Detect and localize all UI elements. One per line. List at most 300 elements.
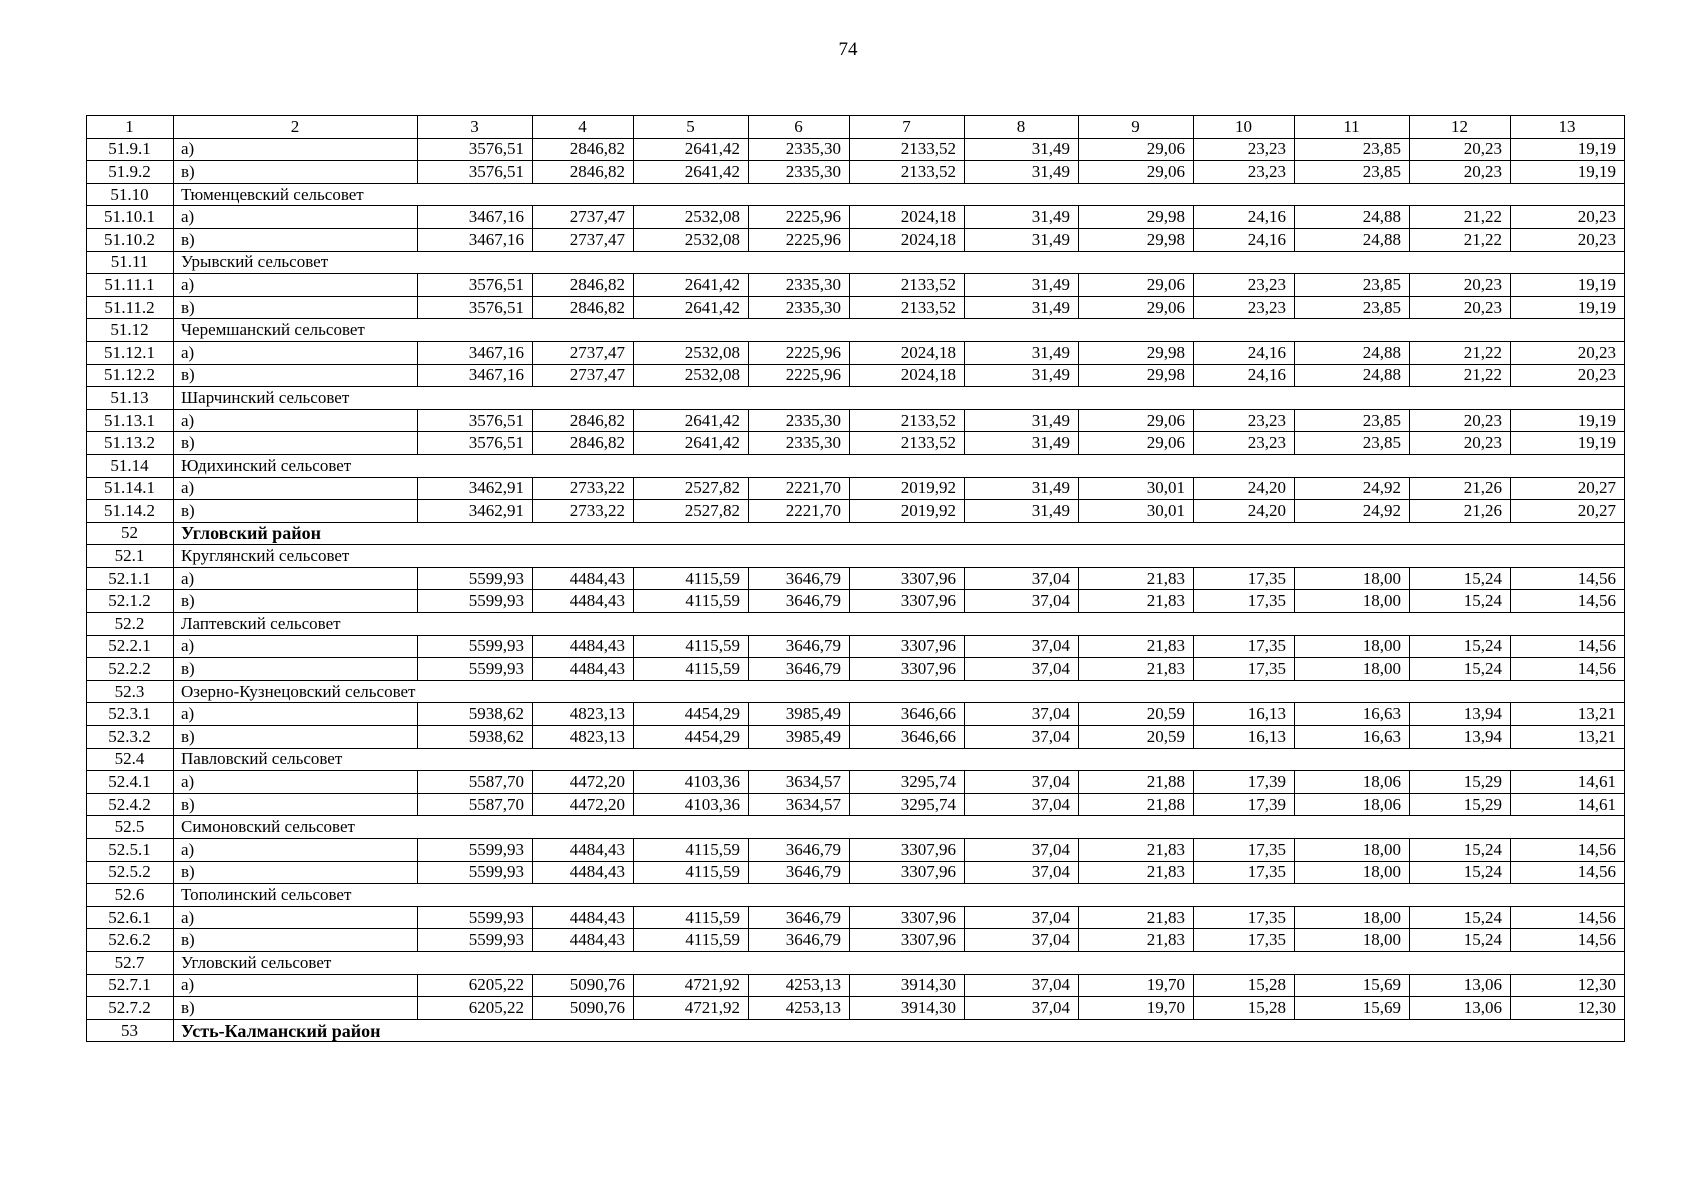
value-cell: 20,27 xyxy=(1511,477,1625,500)
value-cell: 3467,16 xyxy=(418,364,533,387)
value-cell: 21,26 xyxy=(1410,500,1511,523)
row-index-cell: 51.14.1 xyxy=(87,477,174,500)
value-cell: 5090,76 xyxy=(533,997,634,1020)
row-index-cell: 52.7 xyxy=(87,951,174,974)
value-cell: 14,56 xyxy=(1511,906,1625,929)
council-name: Тюменцевский сельсовет xyxy=(174,183,1625,206)
value-cell: 4115,59 xyxy=(634,658,749,681)
value-cell: 2641,42 xyxy=(634,432,749,455)
row-index-cell: 52.7.2 xyxy=(87,997,174,1020)
value-cell: 23,85 xyxy=(1295,296,1410,319)
value-cell: 20,23 xyxy=(1511,206,1625,229)
value-cell: 2225,96 xyxy=(749,341,850,364)
table-row xyxy=(87,929,1625,952)
value-cell: 4253,13 xyxy=(749,997,850,1020)
value-cell: 2335,30 xyxy=(749,409,850,432)
value-cell: 24,16 xyxy=(1194,341,1295,364)
value-cell: 2024,18 xyxy=(850,341,965,364)
value-cell: 3467,16 xyxy=(418,228,533,251)
value-cell: 24,88 xyxy=(1295,228,1410,251)
value-cell: 21,22 xyxy=(1410,364,1511,387)
row-label-cell: в) xyxy=(174,161,418,184)
value-cell: 2133,52 xyxy=(850,161,965,184)
row-index-cell: 51.11.1 xyxy=(87,274,174,297)
value-cell: 37,04 xyxy=(965,793,1079,816)
table-row xyxy=(87,590,1625,613)
value-cell: 3307,96 xyxy=(850,658,965,681)
table-row xyxy=(87,635,1625,658)
value-cell: 21,83 xyxy=(1079,929,1194,952)
value-cell: 20,59 xyxy=(1079,703,1194,726)
row-index-cell: 51.11.2 xyxy=(87,296,174,319)
value-cell: 21,22 xyxy=(1410,341,1511,364)
value-cell: 31,49 xyxy=(965,161,1079,184)
column-number-cell: 12 xyxy=(1410,116,1511,139)
row-index-cell: 52.3.1 xyxy=(87,703,174,726)
value-cell: 3576,51 xyxy=(418,161,533,184)
row-index-cell: 52.3.2 xyxy=(87,726,174,749)
value-cell: 2527,82 xyxy=(634,477,749,500)
row-index-cell: 52.5 xyxy=(87,816,174,839)
value-cell: 2221,70 xyxy=(749,500,850,523)
value-cell: 4484,43 xyxy=(533,906,634,929)
value-cell: 18,00 xyxy=(1295,635,1410,658)
value-cell: 13,21 xyxy=(1511,726,1625,749)
row-label-cell: в) xyxy=(174,658,418,681)
row-label-cell: а) xyxy=(174,341,418,364)
value-cell: 23,23 xyxy=(1194,296,1295,319)
table-row xyxy=(87,228,1625,251)
value-cell: 18,00 xyxy=(1295,929,1410,952)
value-cell: 4115,59 xyxy=(634,567,749,590)
table-row xyxy=(87,861,1625,884)
value-cell: 16,63 xyxy=(1295,726,1410,749)
table-row xyxy=(87,206,1625,229)
value-cell: 4484,43 xyxy=(533,839,634,862)
district-name: Угловский район xyxy=(174,522,1625,545)
value-cell: 17,35 xyxy=(1194,861,1295,884)
row-index-cell: 51.12 xyxy=(87,319,174,342)
value-cell: 19,19 xyxy=(1511,296,1625,319)
table-row xyxy=(87,341,1625,364)
value-cell: 23,23 xyxy=(1194,432,1295,455)
value-cell: 2641,42 xyxy=(634,274,749,297)
value-cell: 3462,91 xyxy=(418,477,533,500)
row-label-cell: а) xyxy=(174,635,418,658)
row-index-cell: 51.13.2 xyxy=(87,432,174,455)
column-number-cell: 2 xyxy=(174,116,418,139)
council-row xyxy=(87,680,1625,703)
value-cell: 2335,30 xyxy=(749,296,850,319)
value-cell: 29,06 xyxy=(1079,274,1194,297)
row-label-cell: а) xyxy=(174,703,418,726)
value-cell: 15,24 xyxy=(1410,658,1511,681)
value-cell: 20,23 xyxy=(1410,161,1511,184)
value-cell: 4472,20 xyxy=(533,793,634,816)
value-cell: 21,88 xyxy=(1079,771,1194,794)
row-index-cell: 51.12.2 xyxy=(87,364,174,387)
value-cell: 20,27 xyxy=(1511,500,1625,523)
row-label-cell: в) xyxy=(174,590,418,613)
value-cell: 4472,20 xyxy=(533,771,634,794)
value-cell: 3467,16 xyxy=(418,206,533,229)
value-cell: 37,04 xyxy=(965,974,1079,997)
value-cell: 31,49 xyxy=(965,432,1079,455)
value-cell: 4721,92 xyxy=(634,997,749,1020)
value-cell: 19,19 xyxy=(1511,432,1625,455)
row-label-cell: а) xyxy=(174,771,418,794)
value-cell: 5090,76 xyxy=(533,974,634,997)
value-cell: 15,24 xyxy=(1410,635,1511,658)
value-cell: 4103,36 xyxy=(634,771,749,794)
value-cell: 15,24 xyxy=(1410,906,1511,929)
value-cell: 14,61 xyxy=(1511,793,1625,816)
value-cell: 3462,91 xyxy=(418,500,533,523)
value-cell: 18,06 xyxy=(1295,793,1410,816)
value-cell: 24,88 xyxy=(1295,341,1410,364)
value-cell: 2641,42 xyxy=(634,138,749,161)
value-cell: 14,56 xyxy=(1511,861,1625,884)
value-cell: 4721,92 xyxy=(634,974,749,997)
row-index-cell: 51.10.1 xyxy=(87,206,174,229)
row-label-cell: а) xyxy=(174,206,418,229)
value-cell: 2335,30 xyxy=(749,138,850,161)
value-cell: 15,24 xyxy=(1410,861,1511,884)
value-cell: 3646,66 xyxy=(850,703,965,726)
value-cell: 21,83 xyxy=(1079,906,1194,929)
district-row xyxy=(87,522,1625,545)
value-cell: 19,19 xyxy=(1511,138,1625,161)
row-label-cell: в) xyxy=(174,997,418,1020)
row-label-cell: а) xyxy=(174,906,418,929)
value-cell: 5938,62 xyxy=(418,703,533,726)
row-index-cell: 51.13.1 xyxy=(87,409,174,432)
row-index-cell: 51.9.1 xyxy=(87,138,174,161)
value-cell: 3307,96 xyxy=(850,567,965,590)
value-cell: 3646,79 xyxy=(749,635,850,658)
value-cell: 14,56 xyxy=(1511,567,1625,590)
value-cell: 20,23 xyxy=(1410,296,1511,319)
value-cell: 37,04 xyxy=(965,771,1079,794)
council-name: Озерно-Кузнецовский сельсовет xyxy=(174,680,1625,703)
value-cell: 2225,96 xyxy=(749,228,850,251)
value-cell: 13,06 xyxy=(1410,997,1511,1020)
row-index-cell: 51.10.2 xyxy=(87,228,174,251)
value-cell: 5599,93 xyxy=(418,635,533,658)
value-cell: 31,49 xyxy=(965,138,1079,161)
value-cell: 21,22 xyxy=(1410,206,1511,229)
row-index-cell: 52.2 xyxy=(87,613,174,636)
row-label-cell: в) xyxy=(174,793,418,816)
value-cell: 3307,96 xyxy=(850,929,965,952)
value-cell: 31,49 xyxy=(965,500,1079,523)
value-cell: 21,26 xyxy=(1410,477,1511,500)
value-cell: 24,88 xyxy=(1295,364,1410,387)
value-cell: 2019,92 xyxy=(850,477,965,500)
value-cell: 37,04 xyxy=(965,590,1079,613)
row-index-cell: 51.13 xyxy=(87,387,174,410)
value-cell: 29,06 xyxy=(1079,409,1194,432)
value-cell: 18,00 xyxy=(1295,906,1410,929)
value-cell: 3914,30 xyxy=(850,997,965,1020)
row-index-cell: 52.3 xyxy=(87,680,174,703)
row-label-cell: а) xyxy=(174,974,418,997)
table-row xyxy=(87,138,1625,161)
column-number-row xyxy=(87,116,1625,139)
value-cell: 20,23 xyxy=(1511,228,1625,251)
value-cell: 4484,43 xyxy=(533,861,634,884)
table-body xyxy=(87,116,1625,1042)
value-cell: 30,01 xyxy=(1079,500,1194,523)
row-index-cell: 52.1.2 xyxy=(87,590,174,613)
value-cell: 2846,82 xyxy=(533,161,634,184)
row-label-cell: в) xyxy=(174,726,418,749)
value-cell: 17,35 xyxy=(1194,635,1295,658)
value-cell: 24,88 xyxy=(1295,206,1410,229)
table-row xyxy=(87,409,1625,432)
council-row xyxy=(87,748,1625,771)
council-name: Круглянский сельсовет xyxy=(174,545,1625,568)
council-row xyxy=(87,387,1625,410)
table-row xyxy=(87,296,1625,319)
value-cell: 16,13 xyxy=(1194,726,1295,749)
value-cell: 24,16 xyxy=(1194,206,1295,229)
value-cell: 4823,13 xyxy=(533,726,634,749)
value-cell: 18,00 xyxy=(1295,861,1410,884)
column-number-cell: 11 xyxy=(1295,116,1410,139)
value-cell: 15,24 xyxy=(1410,567,1511,590)
value-cell: 29,98 xyxy=(1079,206,1194,229)
value-cell: 4823,13 xyxy=(533,703,634,726)
value-cell: 3646,66 xyxy=(850,726,965,749)
value-cell: 3576,51 xyxy=(418,409,533,432)
value-cell: 31,49 xyxy=(965,296,1079,319)
value-cell: 31,49 xyxy=(965,341,1079,364)
row-label-cell: в) xyxy=(174,228,418,251)
value-cell: 12,30 xyxy=(1511,974,1625,997)
row-label-cell: в) xyxy=(174,929,418,952)
value-cell: 24,16 xyxy=(1194,364,1295,387)
column-number-cell: 1 xyxy=(87,116,174,139)
value-cell: 3307,96 xyxy=(850,839,965,862)
value-cell: 31,49 xyxy=(965,409,1079,432)
council-name: Черемшанский сельсовет xyxy=(174,319,1625,342)
value-cell: 31,49 xyxy=(965,274,1079,297)
page-number: 74 xyxy=(838,39,858,60)
table-row xyxy=(87,364,1625,387)
value-cell: 14,56 xyxy=(1511,590,1625,613)
value-cell: 29,98 xyxy=(1079,228,1194,251)
value-cell: 3646,79 xyxy=(749,839,850,862)
value-cell: 13,21 xyxy=(1511,703,1625,726)
value-cell: 19,19 xyxy=(1511,409,1625,432)
value-cell: 2641,42 xyxy=(634,409,749,432)
value-cell: 20,23 xyxy=(1511,364,1625,387)
value-cell: 3295,74 xyxy=(850,793,965,816)
table-row xyxy=(87,974,1625,997)
row-label-cell: а) xyxy=(174,839,418,862)
value-cell: 23,85 xyxy=(1295,161,1410,184)
value-cell: 20,23 xyxy=(1410,274,1511,297)
value-cell: 5599,93 xyxy=(418,839,533,862)
value-cell: 3307,96 xyxy=(850,906,965,929)
value-cell: 21,83 xyxy=(1079,590,1194,613)
value-cell: 30,01 xyxy=(1079,477,1194,500)
value-cell: 37,04 xyxy=(965,861,1079,884)
value-cell: 21,83 xyxy=(1079,839,1194,862)
row-index-cell: 52.5.2 xyxy=(87,861,174,884)
value-cell: 2733,22 xyxy=(533,500,634,523)
value-cell: 31,49 xyxy=(965,477,1079,500)
table-row xyxy=(87,477,1625,500)
value-cell: 4454,29 xyxy=(634,703,749,726)
value-cell: 23,85 xyxy=(1295,274,1410,297)
council-row xyxy=(87,545,1625,568)
row-index-cell: 52.6 xyxy=(87,884,174,907)
value-cell: 14,56 xyxy=(1511,635,1625,658)
value-cell: 2225,96 xyxy=(749,364,850,387)
value-cell: 3307,96 xyxy=(850,590,965,613)
value-cell: 4253,13 xyxy=(749,974,850,997)
value-cell: 21,83 xyxy=(1079,567,1194,590)
value-cell: 2133,52 xyxy=(850,138,965,161)
value-cell: 21,88 xyxy=(1079,793,1194,816)
value-cell: 37,04 xyxy=(965,929,1079,952)
value-cell: 23,85 xyxy=(1295,409,1410,432)
value-cell: 29,06 xyxy=(1079,296,1194,319)
value-cell: 2641,42 xyxy=(634,296,749,319)
value-cell: 2846,82 xyxy=(533,432,634,455)
value-cell: 24,20 xyxy=(1194,500,1295,523)
district-row xyxy=(87,1019,1625,1042)
value-cell: 24,20 xyxy=(1194,477,1295,500)
value-cell: 2221,70 xyxy=(749,477,850,500)
value-cell: 12,30 xyxy=(1511,997,1625,1020)
value-cell: 2335,30 xyxy=(749,432,850,455)
row-label-cell: а) xyxy=(174,274,418,297)
row-label-cell: а) xyxy=(174,138,418,161)
value-cell: 37,04 xyxy=(965,726,1079,749)
value-cell: 20,23 xyxy=(1410,409,1511,432)
value-cell: 23,85 xyxy=(1295,432,1410,455)
column-number-cell: 9 xyxy=(1079,116,1194,139)
value-cell: 2737,47 xyxy=(533,206,634,229)
value-cell: 2532,08 xyxy=(634,206,749,229)
value-cell: 17,35 xyxy=(1194,906,1295,929)
value-cell: 15,29 xyxy=(1410,793,1511,816)
value-cell: 16,13 xyxy=(1194,703,1295,726)
row-index-cell: 51.11 xyxy=(87,251,174,274)
value-cell: 15,28 xyxy=(1194,997,1295,1020)
row-index-cell: 52.1 xyxy=(87,545,174,568)
value-cell: 3646,79 xyxy=(749,658,850,681)
value-cell: 4115,59 xyxy=(634,906,749,929)
value-cell: 15,28 xyxy=(1194,974,1295,997)
table-row xyxy=(87,771,1625,794)
value-cell: 4484,43 xyxy=(533,590,634,613)
row-label-cell: в) xyxy=(174,296,418,319)
council-name: Шарчинский сельсовет xyxy=(174,387,1625,410)
value-cell: 14,61 xyxy=(1511,771,1625,794)
value-cell: 6205,22 xyxy=(418,974,533,997)
value-cell: 15,24 xyxy=(1410,590,1511,613)
value-cell: 31,49 xyxy=(965,364,1079,387)
row-index-cell: 51.9.2 xyxy=(87,161,174,184)
row-index-cell: 52.4 xyxy=(87,748,174,771)
value-cell: 5599,93 xyxy=(418,658,533,681)
value-cell: 5587,70 xyxy=(418,793,533,816)
value-cell: 3295,74 xyxy=(850,771,965,794)
tariff-table xyxy=(86,115,1625,1042)
value-cell: 4103,36 xyxy=(634,793,749,816)
column-number-cell: 8 xyxy=(965,116,1079,139)
value-cell: 24,92 xyxy=(1295,477,1410,500)
column-number-cell: 10 xyxy=(1194,116,1295,139)
row-index-cell: 51.10 xyxy=(87,183,174,206)
value-cell: 23,23 xyxy=(1194,161,1295,184)
value-cell: 17,35 xyxy=(1194,590,1295,613)
value-cell: 17,39 xyxy=(1194,793,1295,816)
value-cell: 4484,43 xyxy=(533,567,634,590)
table-row xyxy=(87,432,1625,455)
value-cell: 6205,22 xyxy=(418,997,533,1020)
value-cell: 18,00 xyxy=(1295,567,1410,590)
council-name: Тополинский сельсовет xyxy=(174,884,1625,907)
value-cell: 37,04 xyxy=(965,658,1079,681)
column-number-cell: 13 xyxy=(1511,116,1625,139)
value-cell: 2846,82 xyxy=(533,138,634,161)
council-row xyxy=(87,816,1625,839)
value-cell: 14,56 xyxy=(1511,658,1625,681)
value-cell: 2024,18 xyxy=(850,206,965,229)
row-index-cell: 51.14.2 xyxy=(87,500,174,523)
value-cell: 5599,93 xyxy=(418,906,533,929)
value-cell: 3646,79 xyxy=(749,590,850,613)
value-cell: 2846,82 xyxy=(533,274,634,297)
council-name: Павловский сельсовет xyxy=(174,748,1625,771)
row-index-cell: 51.12.1 xyxy=(87,341,174,364)
value-cell: 2737,47 xyxy=(533,364,634,387)
row-label-cell: в) xyxy=(174,364,418,387)
council-row xyxy=(87,319,1625,342)
value-cell: 17,35 xyxy=(1194,929,1295,952)
value-cell: 18,00 xyxy=(1295,839,1410,862)
value-cell: 13,06 xyxy=(1410,974,1511,997)
value-cell: 19,70 xyxy=(1079,974,1194,997)
column-number-cell: 6 xyxy=(749,116,850,139)
value-cell: 24,92 xyxy=(1295,500,1410,523)
value-cell: 15,24 xyxy=(1410,839,1511,862)
value-cell: 4484,43 xyxy=(533,658,634,681)
value-cell: 4484,43 xyxy=(533,929,634,952)
value-cell: 13,94 xyxy=(1410,703,1511,726)
council-row xyxy=(87,454,1625,477)
council-name: Угловский сельсовет xyxy=(174,951,1625,974)
value-cell: 2019,92 xyxy=(850,500,965,523)
row-index-cell: 52.2.2 xyxy=(87,658,174,681)
value-cell: 2733,22 xyxy=(533,477,634,500)
value-cell: 15,29 xyxy=(1410,771,1511,794)
value-cell: 37,04 xyxy=(965,703,1079,726)
value-cell: 3914,30 xyxy=(850,974,965,997)
value-cell: 3646,79 xyxy=(749,906,850,929)
value-cell: 3646,79 xyxy=(749,929,850,952)
table-row xyxy=(87,567,1625,590)
council-row xyxy=(87,884,1625,907)
value-cell: 31,49 xyxy=(965,206,1079,229)
value-cell: 3307,96 xyxy=(850,861,965,884)
value-cell: 2527,82 xyxy=(634,500,749,523)
